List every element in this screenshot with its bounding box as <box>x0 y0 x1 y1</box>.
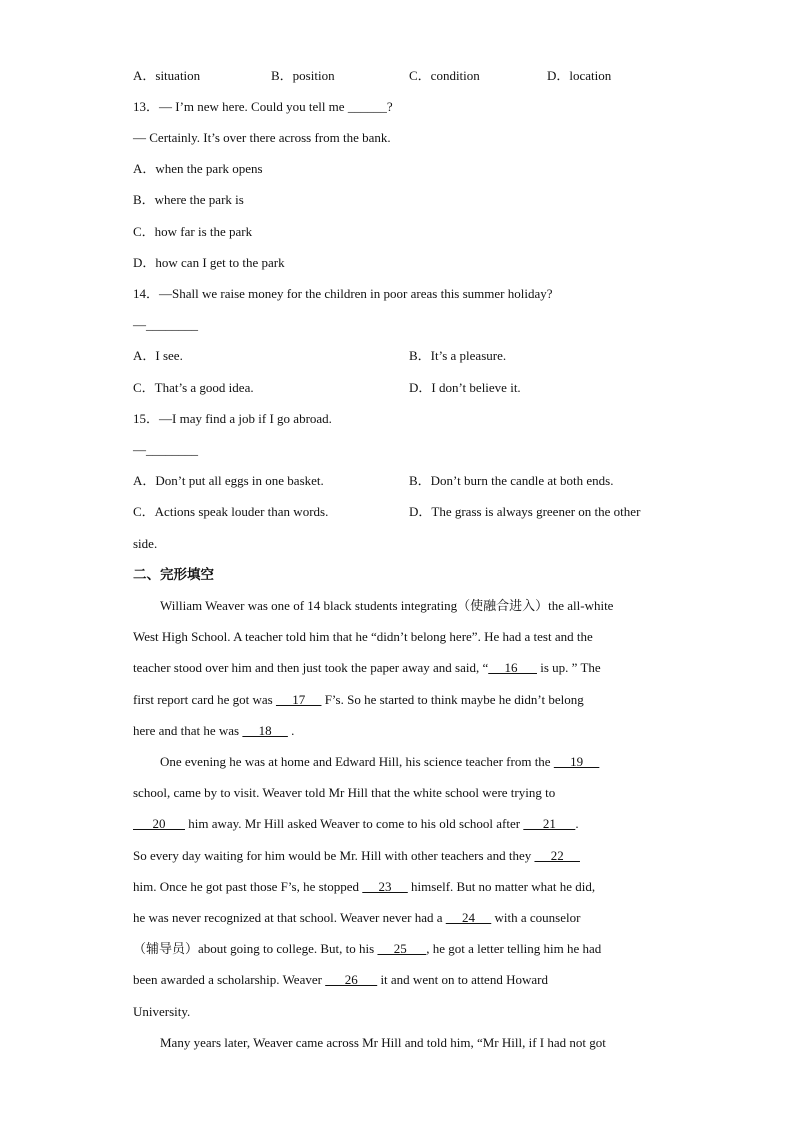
passage-p2-line9: University. <box>133 1004 191 1019</box>
blank-25[interactable]: 25 <box>377 941 427 956</box>
q13-option-d: D．how can I get to the park <box>133 255 285 270</box>
blank-26[interactable]: 26 <box>325 972 378 987</box>
passage-p1-line2: West High School. A teacher told him that he “didn’t belong here”. He had a test and the <box>133 629 593 644</box>
text: So every day waiting for him would be Mr. Hill with other teachers and they <box>133 848 535 863</box>
q13-option-c: C．how far is the park <box>133 224 253 239</box>
q12-option-a: A．situation <box>133 68 201 83</box>
passage-p2-line3 <box>133 816 579 832</box>
passage-p1-line3 <box>133 660 601 676</box>
passage-p1-line5 <box>133 723 294 739</box>
passage-p2-line8 <box>133 972 548 988</box>
text: . <box>287 723 295 738</box>
blank-17[interactable]: 17 <box>275 692 322 707</box>
text: he was never recognized at that school. Weaver never had a <box>133 910 446 925</box>
q13-option-a: A．when the park opens <box>133 161 263 176</box>
text: himself. But no matter what he did, <box>407 879 596 894</box>
text: teacher stood over him and then just took the paper away and said, “ <box>133 660 489 675</box>
text: it and went on to attend Howard <box>377 972 548 987</box>
q13-stem: 13．— I’m new here. Could you tell me ______? <box>133 99 393 114</box>
blank-24[interactable]: 24 <box>445 910 492 925</box>
section-title: 二、完形填空 <box>133 567 214 583</box>
text: is up. ” The <box>536 660 601 675</box>
q15-stem: 15．—I may find a job if I go abroad. <box>133 411 332 426</box>
q14-stem: 14．—Shall we raise money for the children in poor areas this summer holiday? <box>133 286 553 301</box>
blank-19[interactable]: 19 <box>553 754 600 769</box>
q15-option-d: D．The grass is always greener on the other <box>409 504 641 519</box>
passage-p1-line4 <box>133 692 584 708</box>
text: F’s. So he started to think maybe he didn’t belong <box>321 692 584 707</box>
q14-blank: —________ <box>133 317 198 332</box>
q14-option-d: D．I don’t believe it. <box>409 380 521 395</box>
q12-option-c: C．condition <box>409 68 480 83</box>
q14-option-c: C．That’s a good idea. <box>133 380 254 395</box>
q15-option-b: B．Don’t burn the candle at both ends. <box>409 473 614 488</box>
text: him away. Mr Hill asked Weaver to come to his old school after <box>185 816 524 831</box>
passage-p3-line1: Many years later, Weaver came across Mr Hill and told him, “Mr Hill, if I had not got <box>160 1035 606 1050</box>
q15-option-d-wrap: side. <box>133 536 158 551</box>
text: with a counselor <box>491 910 581 925</box>
blank-18[interactable]: 18 <box>242 723 288 738</box>
q14-option-b: B．It’s a pleasure. <box>409 348 507 363</box>
passage-p2-line2: school, came by to visit. Weaver told Mr Hill that the white school were trying to <box>133 785 556 800</box>
blank-16[interactable]: 16 <box>488 660 537 675</box>
q12-option-d: D．location <box>547 68 612 83</box>
q15-option-a: A．Don’t put all eggs in one basket. <box>133 473 324 488</box>
text: here and that he was <box>133 723 243 738</box>
blank-20[interactable]: 20 <box>133 816 185 831</box>
passage-p2-line1 <box>160 754 599 770</box>
text: first report card he got was <box>133 692 276 707</box>
text: , he got a letter telling him he had <box>426 941 602 956</box>
q14-option-a: A．I see. <box>133 348 183 363</box>
text: （辅导员）about going to college. But, to his <box>133 941 378 956</box>
text: . <box>575 816 579 831</box>
text: One evening he was at home and Edward Hill, his science teacher from the <box>160 754 554 769</box>
q13-answer: — Certainly. It’s over there across from the bank. <box>133 130 391 145</box>
blank-21[interactable]: 21 <box>523 816 576 831</box>
passage-p2-line5 <box>133 879 595 895</box>
passage-p2-line6 <box>133 910 580 926</box>
passage-p1-line1: William Weaver was one of 14 black students integrating（使融合进入）the all-white <box>160 598 614 613</box>
text: been awarded a scholarship. Weaver <box>133 972 326 987</box>
q13-option-b: B．where the park is <box>133 192 244 207</box>
q15-option-c: C．Actions speak louder than words. <box>133 504 329 519</box>
q12-option-b: B．position <box>271 68 335 83</box>
blank-23[interactable]: 23 <box>362 879 408 894</box>
passage-p2-line7 <box>133 941 601 957</box>
q15-blank: —________ <box>133 442 198 457</box>
text: him. Once he got past those F’s, he stopped <box>133 879 363 894</box>
passage-p2-line4 <box>133 848 580 864</box>
blank-22[interactable]: 22 <box>534 848 580 863</box>
